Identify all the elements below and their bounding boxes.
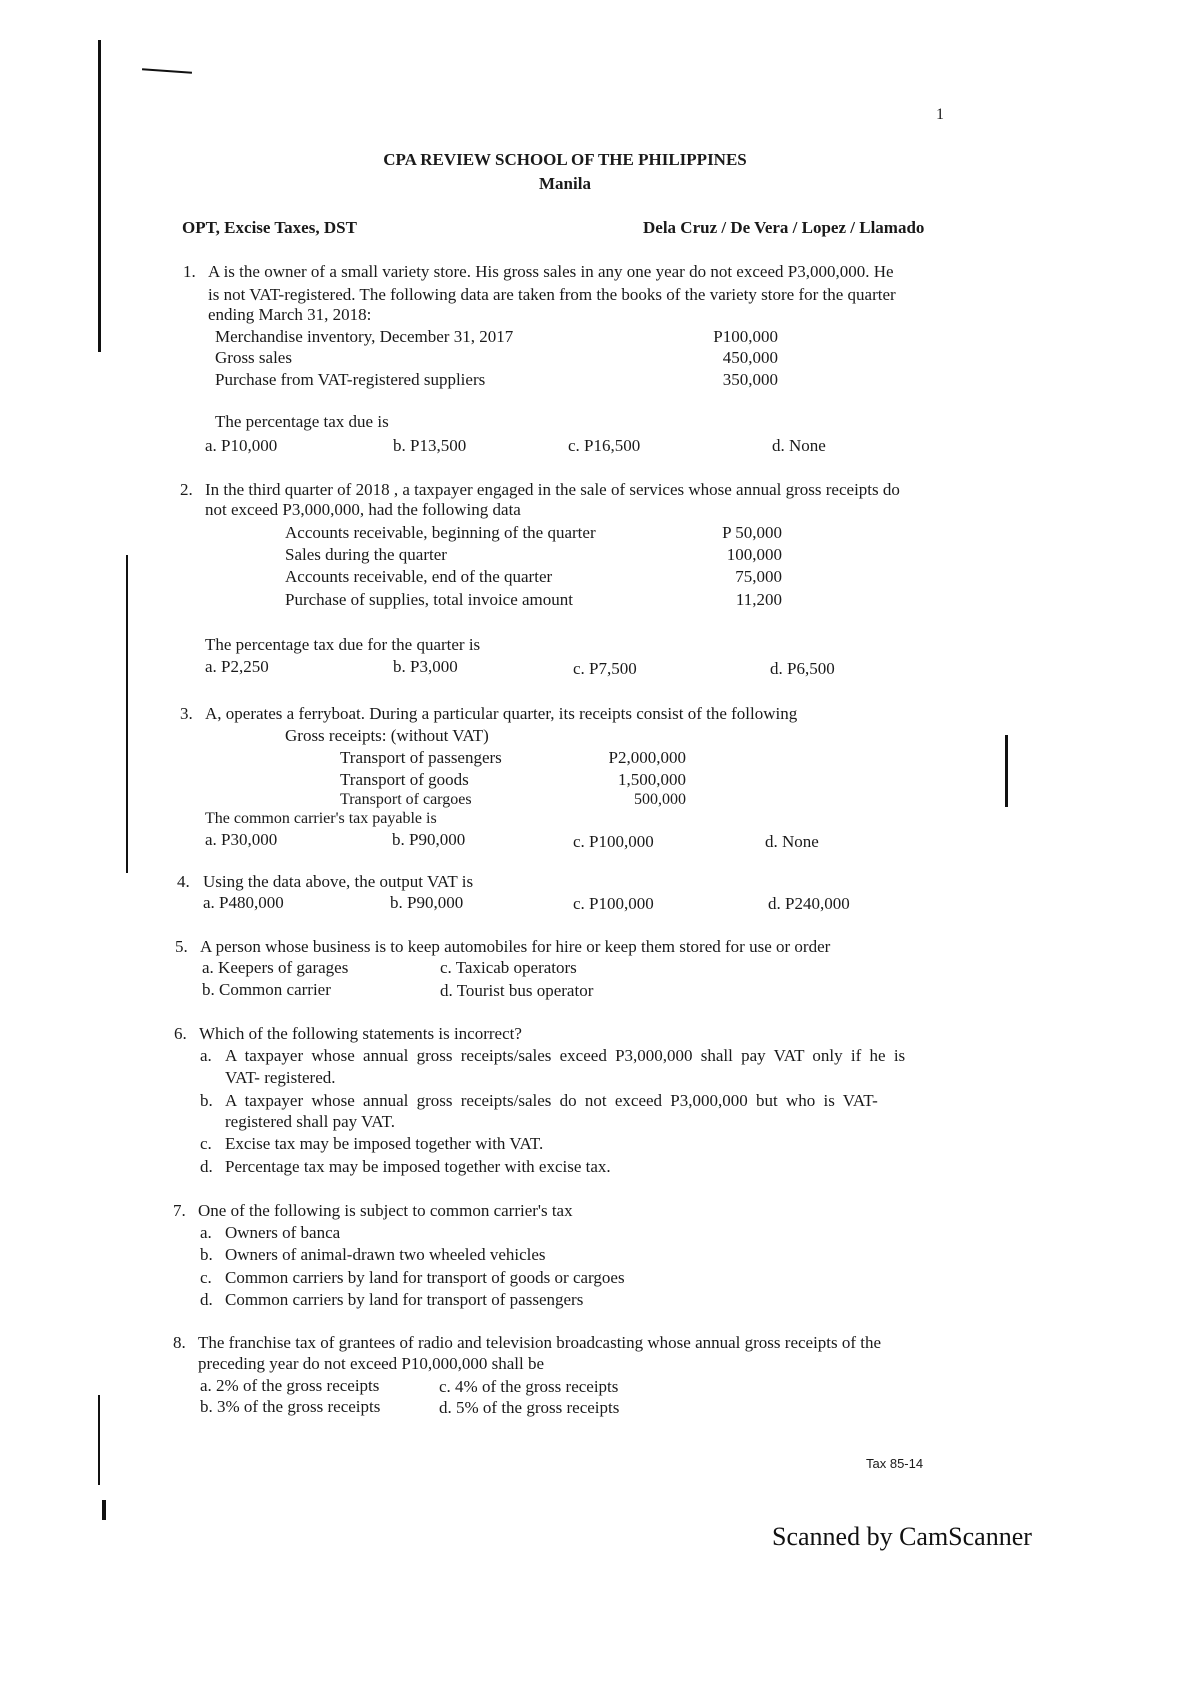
option-text: Common carriers by land for transport of goods or cargoes <box>225 1268 625 1287</box>
data-value: P2,000,000 <box>608 748 686 767</box>
question-text-line: Which of the following statements is incorrect? <box>199 1024 522 1043</box>
question-text-line: One of the following is subject to common carrier's tax <box>198 1201 573 1220</box>
option-text: A taxpayer whose annual gross receipts/sales do not exceed P3,000,000 but who is VAT- <box>225 1091 878 1110</box>
option-text: Owners of banca <box>225 1223 341 1242</box>
data-label: Accounts receivable, beginning of the quarter <box>285 523 596 542</box>
question-number: 2. <box>180 480 193 499</box>
choice: a. P2,250 <box>205 657 269 676</box>
question-number: 7. <box>173 1201 186 1220</box>
document-code: Tax 85-14 <box>866 1456 924 1471</box>
scan-artifact-left-mark <box>102 1500 106 1520</box>
choice: b. P3,000 <box>393 657 458 676</box>
question-text-line: ending March 31, 2018: <box>208 305 372 324</box>
data-label: Purchase of supplies, total invoice amount <box>285 590 573 609</box>
choice: d. P240,000 <box>768 894 850 913</box>
data-label: Merchandise inventory, December 31, 2017 <box>215 327 514 346</box>
subject-heading: OPT, Excise Taxes, DST <box>182 218 357 237</box>
scan-artifact-right-line <box>1005 735 1008 807</box>
option-text: Percentage tax may be imposed together with excise tax. <box>225 1157 611 1176</box>
data-value: 350,000 <box>722 370 778 389</box>
school-city: Manila <box>539 174 591 193</box>
choice: a. P480,000 <box>203 893 284 912</box>
question-number: 1. <box>183 262 196 281</box>
choice: c. 4% of the gross receipts <box>439 1377 619 1396</box>
option-text: Excise tax may be imposed together with VAT. <box>225 1134 544 1153</box>
choice: a. P30,000 <box>205 830 278 849</box>
choice: d. None <box>772 436 826 455</box>
question-number: 6. <box>174 1024 187 1043</box>
question-text-line: Using the data above, the output VAT is <box>203 872 474 891</box>
data-value: P100,000 <box>713 327 778 346</box>
data-label: Sales during the quarter <box>285 545 447 564</box>
data-label: Gross sales <box>215 348 292 367</box>
data-label: Transport of passengers <box>340 748 502 767</box>
data-value: 75,000 <box>735 567 782 586</box>
option-letter: a. <box>200 1046 212 1065</box>
choice: c. P7,500 <box>573 659 637 678</box>
choice: d. None <box>765 832 819 851</box>
choice: b. P90,000 <box>390 893 464 912</box>
option-letter: b. <box>200 1245 213 1264</box>
option-text: A taxpayer whose annual gross receipts/sales exceed P3,000,000 shall pay VAT only if he is <box>225 1046 906 1065</box>
scan-artifact-top-dash <box>142 68 192 73</box>
data-value: 500,000 <box>634 791 686 808</box>
data-label: Transport of cargoes <box>340 791 472 808</box>
question-prompt: The common carrier's tax payable is <box>205 810 437 827</box>
camscanner-watermark: Scanned by CamScanner <box>772 1522 1032 1551</box>
choice: c. P100,000 <box>573 832 654 851</box>
choice: b. P90,000 <box>392 830 466 849</box>
choice: c. P16,500 <box>568 436 641 455</box>
authors: Dela Cruz / De Vera / Lopez / Llamado <box>643 218 925 237</box>
data-value: 11,200 <box>735 590 782 609</box>
question-number: 8. <box>173 1333 186 1352</box>
option-letter: c. <box>200 1134 212 1153</box>
choice: d. Tourist bus operator <box>440 981 594 1000</box>
question-text-line: preceding year do not exceed P10,000,000 shall be <box>198 1354 545 1373</box>
school-title: CPA REVIEW SCHOOL OF THE PHILIPPINES <box>383 150 747 169</box>
data-subheading: Gross receipts: (without VAT) <box>285 726 489 745</box>
question-text-line: In the third quarter of 2018 , a taxpayer engaged in the sale of services whose annual gross receipts do <box>205 480 900 499</box>
scan-artifact-left-line <box>98 40 101 352</box>
question-number: 3. <box>180 704 193 723</box>
data-label: Purchase from VAT-registered suppliers <box>215 370 486 389</box>
question-number: 5. <box>175 937 188 956</box>
choice: b. Common carrier <box>202 980 331 999</box>
option-text: Owners of animal-drawn two wheeled vehicles <box>225 1245 546 1264</box>
data-value: 1,500,000 <box>618 770 686 789</box>
question-prompt: The percentage tax due for the quarter is <box>205 635 481 654</box>
scan-artifact-left-line-2 <box>126 555 128 873</box>
choice: b. P13,500 <box>393 436 467 455</box>
choice: b. 3% of the gross receipts <box>200 1397 381 1416</box>
choice: d. 5% of the gross receipts <box>439 1398 620 1417</box>
data-value: P 50,000 <box>722 523 782 542</box>
data-value: 450,000 <box>722 348 778 367</box>
option-letter: d. <box>200 1290 213 1309</box>
data-value: 100,000 <box>726 545 782 564</box>
option-letter: b. <box>200 1091 213 1110</box>
option-text: registered shall pay VAT. <box>225 1112 395 1131</box>
choice: c. Taxicab operators <box>440 958 577 977</box>
question-text-line: A is the owner of a small variety store. His gross sales in any one year do not exceed P3,000,000. He <box>208 262 894 281</box>
question-number: 4. <box>177 872 190 891</box>
question-prompt: The percentage tax due is <box>215 412 389 431</box>
scan-artifact-left-line-3 <box>98 1395 100 1485</box>
option-letter: d. <box>200 1157 213 1176</box>
option-text: Common carriers by land for transport of passengers <box>225 1290 584 1309</box>
page-number: 1 <box>936 106 944 123</box>
option-letter: c. <box>200 1268 212 1287</box>
question-text-line: is not VAT-registered. The following data are taken from the books of the variety store for the quarter <box>208 285 896 304</box>
choice: a. Keepers of garages <box>202 958 349 977</box>
option-text: VAT- registered. <box>225 1068 336 1087</box>
question-text-line: not exceed P3,000,000, had the following data <box>205 500 521 519</box>
choice: a. 2% of the gross receipts <box>200 1376 380 1395</box>
choice: d. P6,500 <box>770 659 835 678</box>
choice: c. P100,000 <box>573 894 654 913</box>
data-label: Transport of goods <box>340 770 469 789</box>
data-label: Accounts receivable, end of the quarter <box>285 567 553 586</box>
choice: a. P10,000 <box>205 436 278 455</box>
option-letter: a. <box>200 1223 212 1242</box>
question-text-line: A person whose business is to keep automobiles for hire or keep them stored for use or order <box>200 937 831 956</box>
question-text-line: A, operates a ferryboat. During a particular quarter, its receipts consist of the following <box>205 704 798 723</box>
question-text-line: The franchise tax of grantees of radio and television broadcasting whose annual gross receipts of the <box>198 1333 882 1352</box>
